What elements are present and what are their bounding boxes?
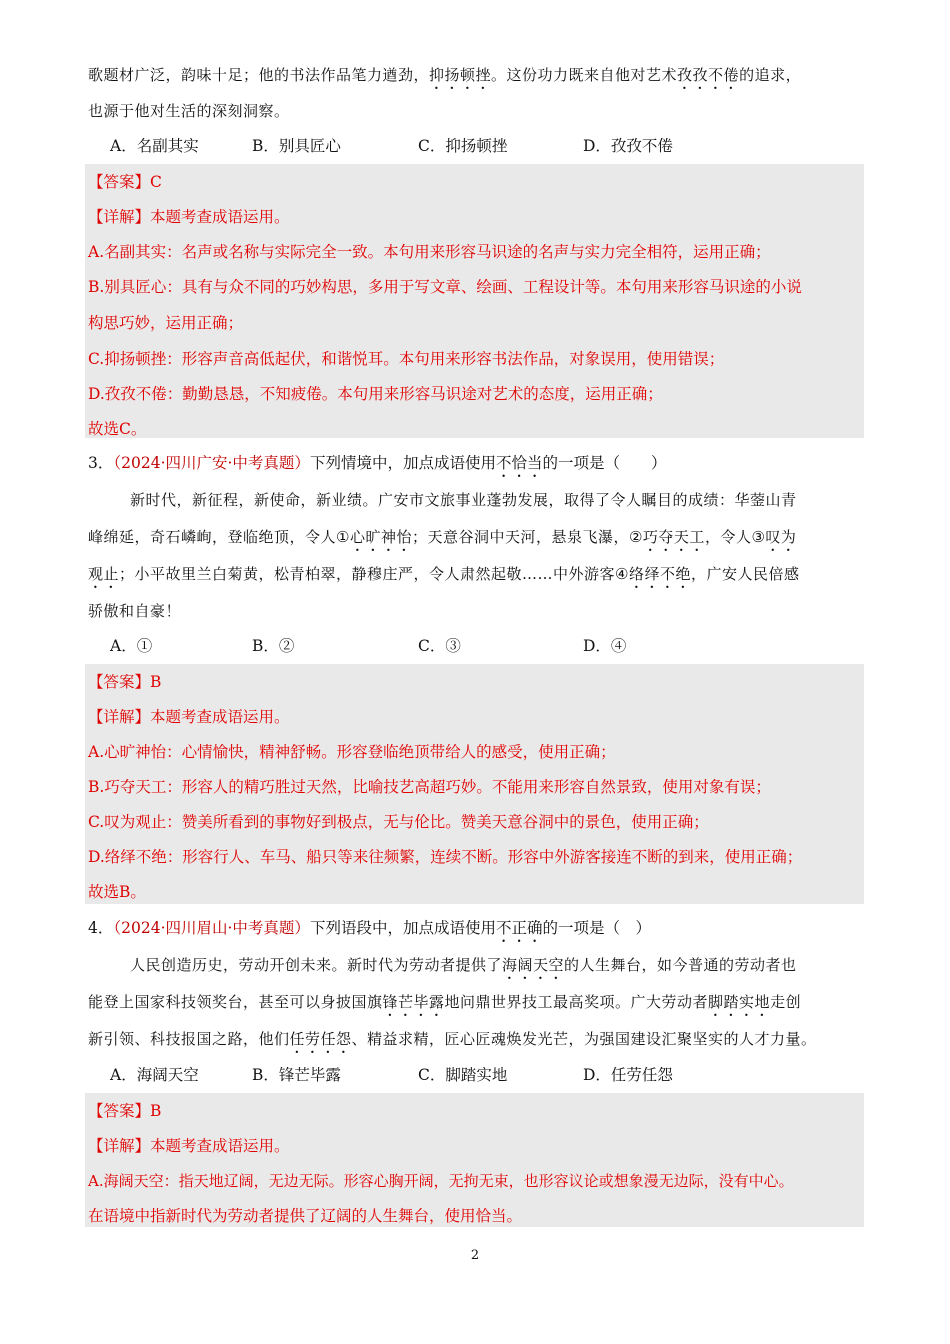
conclusion-line: 故选B。 — [88, 883, 146, 901]
option-c: C．抑扬顿挫 — [418, 137, 508, 155]
passage-text: ，令人③ — [704, 528, 766, 546]
answer-label: 【答案】 — [88, 673, 151, 691]
passage-text: 峰绵延，奇石嶙峋，登临绝顶，令人① — [88, 528, 350, 546]
question-text: 的一项是（ ） — [542, 454, 667, 472]
explanation-line: C.抑扬顿挫：形容声音高低起伏，和谐悦耳。本句用来形容书法作品，对象误用，使用错误； — [88, 350, 725, 368]
dotted-idiom: 抑扬顿挫 — [429, 66, 492, 84]
option-a: A．① — [110, 637, 153, 655]
answer-value: B — [150, 673, 162, 691]
option-a: A．海阔天空 — [110, 1066, 199, 1084]
dotted-idiom: 巧夺天工 — [642, 528, 705, 546]
option-b: B．锋芒毕露 — [252, 1066, 341, 1084]
option-d: D．任劳任怨 — [583, 1066, 673, 1084]
passage-line — [88, 564, 868, 592]
detail-line — [88, 1136, 868, 1156]
passage-text: 歌题材广泛，韵味十足；他的书法作品笔力遒劲， — [88, 66, 430, 84]
explanation-line: C.叹为观止：赞美所看到的事物好到极点，无与伦比。赞美天意谷洞中的景色，使用正确； — [88, 813, 709, 831]
passage-text: 新引领、科技报国之路，他们 — [88, 1030, 290, 1048]
dotted-idiom: 孜孜不倦 — [677, 66, 740, 84]
answer-line — [88, 172, 868, 192]
explanation-line: D.络绎不绝：形容行人、车马、船只等来往频繁，连续不断。形容中外游客接连不断的到来，使用正确； — [88, 848, 803, 866]
dotted-idiom: 络绎不绝 — [628, 565, 691, 583]
option-a: A．名副其实 — [110, 137, 199, 155]
passage-line — [88, 992, 868, 1020]
explanation-line: A.海阔天空：指天地辽阔，无边无际。形容心胸开阔，无拘无束，也形容议论或想象漫无边际，没有中心。 — [88, 1172, 794, 1190]
answer-line — [88, 672, 868, 692]
passage-line — [88, 65, 868, 93]
passage-line: 新时代，新征程，新使命，新业绩。广安市文旅事业蓬勃发展，取得了令人瞩目的成绩：华蓥山青 — [130, 491, 797, 509]
option-c: C．脚踏实地 — [418, 1066, 508, 1084]
question-number: 4． — [88, 919, 114, 937]
detail-label: 【详解】 — [88, 1137, 151, 1155]
page-number: 2 — [470, 1248, 480, 1263]
detail-text: 本题考查成语运用。 — [150, 708, 290, 726]
passage-text: 、精益求精，匠心匠魂焕发光芒，为强国建设汇聚坚实的人才力量。 — [351, 1030, 817, 1048]
passage-text: 的人生舞台，如今普通的劳动者也 — [564, 956, 797, 974]
answer-label: 【答案】 — [88, 1102, 151, 1120]
dotted-idiom: 叹为 — [765, 528, 797, 546]
option-b: B．别具匠心 — [252, 137, 341, 155]
dotted-keyword: 不恰当 — [495, 454, 543, 472]
dotted-keyword: 不正确 — [495, 919, 543, 937]
detail-line — [88, 707, 868, 727]
question-number: 3． — [88, 454, 114, 472]
explanation-line: A.名副其实：名声或名称与实际完全一致。本句用来形容马识途的名声与实力完全相符，运用正确； — [88, 243, 771, 261]
answer-label: 【答案】 — [88, 173, 151, 191]
question-source: （2024·四川眉山·中考真题） — [113, 919, 310, 937]
detail-line — [88, 207, 868, 227]
passage-line — [130, 955, 870, 983]
explanation-line: B.别具匠心：具有与众不同的巧妙构思，多用于写文章、绘画、工程设计等。本句用来形容马识途的小说 — [88, 278, 802, 296]
passage-text: 能登上国家科技领奖台，甚至可以身披国旗 — [88, 993, 383, 1011]
explanation-line: A.心旷神怡：心情愉快，精神舒畅。形容登临绝顶带给人的感受，使用正确； — [88, 743, 616, 761]
dotted-idiom: 脚踏实地 — [708, 993, 771, 1011]
passage-text: 人民创造历史，劳动开创未来。新时代为劳动者提供了 — [130, 956, 503, 974]
passage-text: ；小平故里兰白菊黄，松青柏翠，静穆庄严，令人肃然起敬……中外游客④ — [119, 565, 629, 583]
passage-line: 骄傲和自豪！ — [88, 602, 182, 620]
explanation-line: 在语境中指新时代为劳动者提供了辽阔的人生舞台，使用恰当。 — [88, 1207, 523, 1225]
passage-text: 地问鼎世界技工最高奖项。广大劳动者 — [444, 993, 709, 1011]
question-text: 下列情境中，加点成语使用 — [309, 454, 496, 472]
question-4-stem — [88, 918, 868, 946]
passage-text: 。这份功力既来自他对艺术 — [491, 66, 678, 84]
passage-line — [88, 527, 868, 555]
dotted-idiom: 任劳任怨 — [289, 1030, 352, 1048]
question-text: 的一项是（ ） — [542, 919, 651, 937]
explanation-line: D.孜孜不倦：勤勤恳恳，不知疲倦。本句用来形容马识途对艺术的态度，运用正确； — [88, 385, 663, 403]
detail-label: 【详解】 — [88, 708, 151, 726]
passage-text: 的追求， — [739, 66, 802, 84]
dotted-idiom: 锋芒毕露 — [382, 993, 445, 1011]
detail-text: 本题考查成语运用。 — [150, 208, 290, 226]
answer-value: C — [150, 173, 162, 191]
question-text: 下列语段中，加点成语使用 — [309, 919, 496, 937]
detail-label: 【详解】 — [88, 208, 151, 226]
dotted-idiom: 心旷神怡 — [349, 528, 412, 546]
question-source: （2024·四川广安·中考真题） — [113, 454, 310, 472]
option-b: B．② — [252, 637, 295, 655]
passage-text: 走创 — [770, 993, 802, 1011]
explanation-line: B.巧夺天工：形容人的精巧胜过天然，比喻技艺高超巧妙。不能用来形容自然景致，使用对象有误； — [88, 778, 771, 796]
dotted-idiom: 海阔天空 — [502, 956, 565, 974]
option-c: C．③ — [418, 637, 461, 655]
conclusion-line: 故选C。 — [88, 420, 147, 438]
dotted-idiom: 观止 — [88, 565, 120, 583]
answer-line — [88, 1101, 868, 1121]
option-d: D．④ — [583, 637, 627, 655]
passage-text: ；天意谷洞中天河，悬泉飞瀑，② — [411, 528, 643, 546]
explanation-line: 构思巧妙，运用正确； — [88, 314, 244, 332]
option-d: D．孜孜不倦 — [583, 137, 673, 155]
passage-text: ，广安人民倍感 — [690, 565, 800, 583]
passage-line — [88, 1029, 868, 1057]
passage-line: 也源于他对生活的深刻洞察。 — [88, 102, 290, 120]
detail-text: 本题考查成语运用。 — [150, 1137, 290, 1155]
question-3-stem — [88, 453, 868, 481]
answer-value: B — [150, 1102, 162, 1120]
